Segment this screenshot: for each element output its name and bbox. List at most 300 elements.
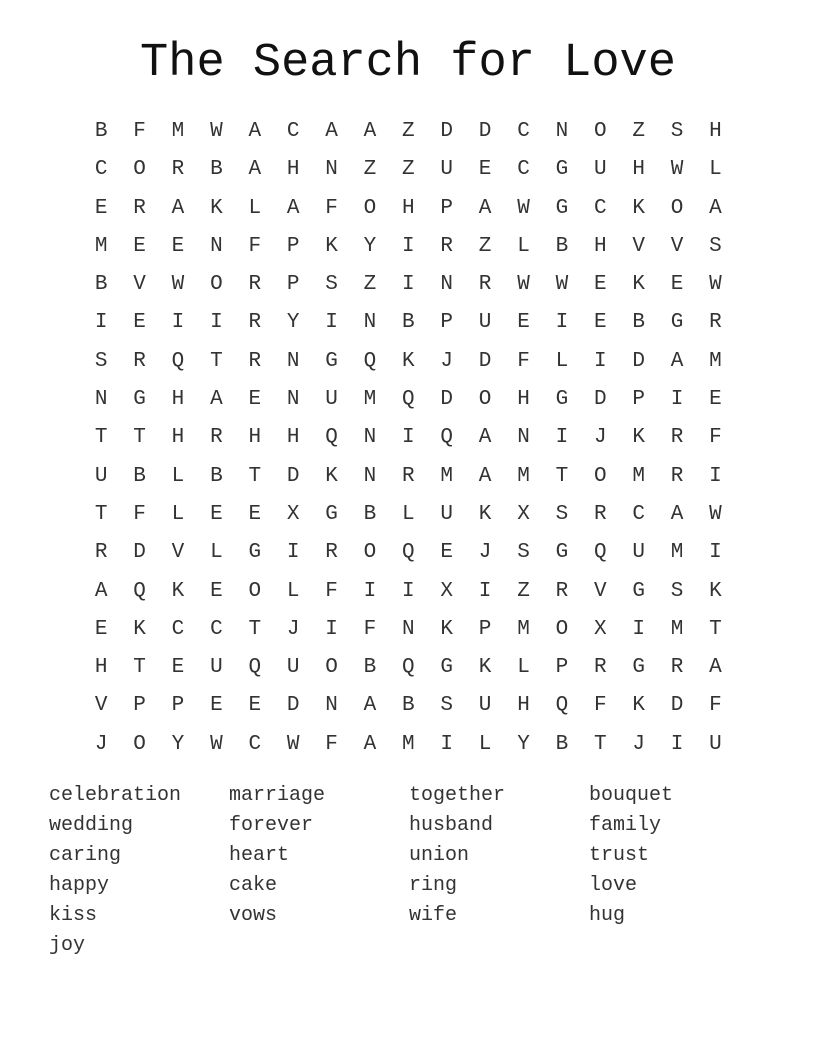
- grid-letter: S: [94, 349, 108, 373]
- grid-letter: Z: [402, 120, 415, 143]
- grid-letter: P: [440, 311, 454, 335]
- word-list-item: caring: [49, 844, 122, 867]
- grid-letter: V: [94, 694, 108, 718]
- grid-letter: N: [210, 234, 223, 258]
- grid-letter: S: [517, 541, 530, 565]
- grid-letter: E: [210, 579, 223, 603]
- grid-letter: E: [709, 388, 722, 412]
- grid-letter: X: [440, 579, 454, 603]
- grid-letter: R: [248, 273, 262, 297]
- grid-letter: C: [286, 120, 300, 143]
- grid-letter: A: [670, 502, 684, 526]
- grid-letter: O: [593, 464, 607, 488]
- grid-letter: E: [210, 694, 223, 718]
- grid-letter: H: [171, 426, 185, 450]
- grid-letter: O: [133, 732, 146, 756]
- grid-letter: C: [171, 617, 185, 641]
- grid-letter: C: [210, 617, 223, 641]
- word-list-item: joy: [49, 934, 86, 957]
- grid-letter: G: [555, 196, 569, 220]
- grid-letter: I: [670, 388, 684, 412]
- grid-letter: E: [593, 273, 607, 297]
- grid-letter: Z: [363, 273, 377, 297]
- grid-letter: N: [402, 617, 415, 641]
- grid-letter: A: [248, 158, 262, 182]
- grid-letter: I: [709, 541, 722, 565]
- grid-letter: Q: [440, 426, 454, 450]
- grid-letter: T: [248, 617, 262, 641]
- grid-letter: N: [363, 464, 377, 488]
- page-title: The Search for Love: [140, 37, 676, 90]
- grid-letter: O: [248, 579, 262, 603]
- grid-letter: Q: [171, 349, 185, 373]
- grid-letter: A: [363, 120, 377, 143]
- grid-letter: J: [593, 426, 607, 450]
- grid-letter: S: [325, 273, 338, 297]
- grid-letter: J: [94, 732, 108, 756]
- grid-letter: P: [440, 196, 454, 220]
- grid-letter: B: [210, 158, 223, 182]
- grid-letter: N: [440, 273, 454, 297]
- grid-letter: O: [210, 273, 223, 297]
- grid-letter: H: [94, 656, 108, 680]
- grid-letter: U: [632, 541, 645, 565]
- grid-letter: I: [210, 311, 223, 335]
- grid-letter: L: [402, 502, 415, 526]
- word-list-item: ring: [409, 874, 458, 897]
- grid-letter: D: [670, 694, 684, 718]
- grid-letter: I: [555, 311, 569, 335]
- grid-letter: W: [210, 120, 223, 143]
- grid-letter: K: [632, 426, 645, 450]
- grid-letter: W: [286, 732, 300, 756]
- grid-letter: E: [670, 273, 684, 297]
- word-list-item: trust: [589, 844, 650, 867]
- grid-letter: F: [709, 426, 722, 450]
- grid-letter: J: [478, 541, 492, 565]
- grid-letter: F: [133, 120, 146, 143]
- grid-letter: F: [133, 502, 146, 526]
- grid-letter: E: [210, 502, 223, 526]
- grid-letter: M: [517, 617, 530, 641]
- grid-letter: L: [210, 541, 223, 565]
- grid-letter: T: [709, 617, 722, 641]
- grid-letter: Q: [555, 694, 569, 718]
- grid-letter: K: [171, 579, 185, 603]
- grid-letter: P: [632, 388, 645, 412]
- grid-letter: N: [517, 426, 530, 450]
- grid-letter: G: [555, 158, 569, 182]
- grid-letter: T: [94, 426, 108, 450]
- grid-letter: R: [593, 502, 607, 526]
- grid-letter: F: [325, 196, 338, 220]
- grid-letter: M: [670, 541, 684, 565]
- grid-letter: M: [517, 464, 530, 488]
- grid-letter: K: [325, 234, 338, 258]
- grid-letter: K: [632, 196, 645, 220]
- grid-letter: E: [440, 541, 454, 565]
- word-list-item: wife: [409, 904, 458, 927]
- grid-letter: Q: [248, 656, 262, 680]
- grid-letter: G: [632, 656, 645, 680]
- grid-letter: V: [632, 234, 645, 258]
- grid-letter: P: [133, 694, 146, 718]
- grid-letter: F: [248, 234, 262, 258]
- grid-letter: D: [286, 464, 300, 488]
- word-list-item: union: [409, 844, 470, 867]
- grid-letter: A: [478, 426, 492, 450]
- grid-letter: H: [402, 196, 415, 220]
- grid-letter: P: [171, 694, 185, 718]
- grid-letter: A: [363, 694, 377, 718]
- grid-letter: U: [440, 158, 454, 182]
- grid-letter: C: [248, 732, 262, 756]
- grid-letter: R: [440, 234, 454, 258]
- grid-letter: Q: [402, 388, 415, 412]
- word-list-item: husband: [409, 814, 494, 837]
- grid-letter: Y: [517, 732, 530, 756]
- grid-letter: W: [709, 502, 722, 526]
- grid-letter: Q: [325, 426, 338, 450]
- grid-letter: M: [632, 464, 645, 488]
- grid-letter: B: [363, 656, 377, 680]
- grid-letter: C: [593, 196, 607, 220]
- word-list-item: love: [589, 874, 638, 897]
- grid-letter: U: [325, 388, 338, 412]
- grid-letter: U: [709, 732, 722, 756]
- grid-letter: P: [555, 656, 569, 680]
- grid-letter: I: [325, 311, 338, 335]
- grid-letter: U: [478, 311, 492, 335]
- grid-letter: C: [517, 158, 530, 182]
- grid-letter: K: [440, 617, 454, 641]
- grid-letter: I: [402, 273, 415, 297]
- grid-letter: K: [325, 464, 338, 488]
- grid-letter: A: [478, 196, 492, 220]
- grid-letter: A: [670, 349, 684, 373]
- grid-letter: D: [478, 349, 492, 373]
- grid-letter: B: [363, 502, 377, 526]
- grid-letter: R: [133, 196, 146, 220]
- word-list-item: together: [409, 784, 506, 807]
- word-list-item: bouquet: [589, 784, 674, 807]
- grid-letter: R: [171, 158, 185, 182]
- grid-letter: B: [402, 311, 415, 335]
- grid-letter: W: [171, 273, 185, 297]
- grid-letter: V: [670, 234, 684, 258]
- grid-letter: A: [94, 579, 108, 603]
- grid-letter: R: [670, 464, 684, 488]
- grid-letter: W: [517, 196, 530, 220]
- grid-letter: Z: [402, 158, 415, 182]
- grid-letter: E: [94, 196, 108, 220]
- grid-letter: A: [325, 120, 338, 143]
- grid-letter: G: [325, 349, 338, 373]
- grid-letter: F: [517, 349, 530, 373]
- grid-letter: F: [593, 694, 607, 718]
- grid-letter: V: [171, 541, 185, 565]
- grid-letter: A: [171, 196, 185, 220]
- grid-letter: Z: [517, 579, 530, 603]
- grid-letter: E: [248, 502, 262, 526]
- grid-letter: E: [478, 158, 492, 182]
- grid-letter: H: [171, 388, 185, 412]
- word-list-item: kiss: [49, 904, 98, 927]
- grid-letter: D: [440, 388, 454, 412]
- grid-letter: M: [440, 464, 454, 488]
- grid-letter: N: [286, 349, 300, 373]
- grid-letter: B: [632, 311, 645, 335]
- grid-letter: L: [555, 349, 569, 373]
- grid-letter: F: [325, 579, 338, 603]
- grid-letter: M: [363, 388, 377, 412]
- grid-letter: A: [286, 196, 300, 220]
- grid-letter: R: [402, 464, 415, 488]
- grid-letter: M: [670, 617, 684, 641]
- grid-letter: Y: [171, 732, 185, 756]
- grid-letter: O: [325, 656, 338, 680]
- grid-letter: I: [632, 617, 645, 641]
- grid-letter: A: [363, 732, 377, 756]
- grid-letter: L: [286, 579, 300, 603]
- grid-letter: T: [133, 656, 146, 680]
- grid-letter: I: [593, 349, 607, 373]
- grid-letter: B: [94, 120, 108, 143]
- grid-letter: H: [286, 426, 300, 450]
- grid-letter: E: [133, 311, 146, 335]
- grid-letter: L: [248, 196, 262, 220]
- word-list: [49, 782, 769, 962]
- grid-letter: H: [517, 694, 530, 718]
- grid-letter: T: [555, 464, 569, 488]
- grid-letter: E: [171, 656, 185, 680]
- grid-letter: K: [478, 656, 492, 680]
- grid-letter: L: [478, 732, 492, 756]
- grid-letter: J: [440, 349, 454, 373]
- grid-letter: M: [402, 732, 415, 756]
- grid-letter: I: [555, 426, 569, 450]
- grid-letter: G: [248, 541, 262, 565]
- grid-letter: N: [94, 388, 108, 412]
- grid-letter: R: [94, 541, 108, 565]
- grid-letter: J: [632, 732, 645, 756]
- grid-letter: G: [440, 656, 454, 680]
- grid-letter: B: [402, 694, 415, 718]
- grid-letter: U: [478, 694, 492, 718]
- grid-letter: O: [363, 196, 377, 220]
- grid-letter: W: [555, 273, 569, 297]
- grid-letter: P: [286, 234, 300, 258]
- grid-letter: W: [517, 273, 530, 297]
- grid-letter: I: [402, 579, 415, 603]
- grid-letter: N: [363, 311, 377, 335]
- grid-letter: F: [363, 617, 377, 641]
- grid-letter: B: [133, 464, 146, 488]
- grid-letter: A: [210, 388, 223, 412]
- grid-letter: A: [709, 656, 722, 680]
- grid-letter: I: [325, 617, 338, 641]
- grid-letter: K: [478, 502, 492, 526]
- word-list-item: celebration: [49, 784, 182, 807]
- grid-letter: H: [632, 158, 645, 182]
- grid-letter: M: [171, 120, 185, 143]
- grid-letter: E: [248, 694, 262, 718]
- grid-letter: N: [363, 426, 377, 450]
- grid-letter: E: [593, 311, 607, 335]
- grid-letter: Q: [593, 541, 607, 565]
- grid-letter: G: [555, 388, 569, 412]
- grid-letter: I: [402, 234, 415, 258]
- grid-letter: G: [555, 541, 569, 565]
- grid-letter: K: [402, 349, 415, 373]
- grid-letter: D: [286, 694, 300, 718]
- grid-letter: Y: [286, 311, 300, 335]
- grid-letter: A: [478, 464, 492, 488]
- word-list-item: cake: [229, 874, 278, 897]
- grid-letter: B: [555, 732, 569, 756]
- grid-letter: K: [210, 196, 223, 220]
- grid-letter: O: [670, 196, 684, 220]
- grid-letter: N: [286, 388, 300, 412]
- grid-letter: C: [632, 502, 645, 526]
- grid-letter: G: [133, 388, 146, 412]
- grid-letter: R: [248, 349, 262, 373]
- grid-letter: K: [632, 694, 645, 718]
- grid-letter: O: [555, 617, 569, 641]
- grid-letter: U: [593, 158, 607, 182]
- grid-letter: D: [133, 541, 146, 565]
- grid-letter: O: [363, 541, 377, 565]
- grid-letter: R: [670, 656, 684, 680]
- grid-letter: Z: [478, 234, 492, 258]
- grid-letter: L: [517, 656, 530, 680]
- grid-letter: V: [133, 273, 146, 297]
- grid-letter: F: [325, 732, 338, 756]
- grid-letter: X: [286, 502, 300, 526]
- grid-letter: I: [402, 426, 415, 450]
- grid-letter: N: [325, 694, 338, 718]
- grid-letter: B: [555, 234, 569, 258]
- grid-letter: R: [133, 349, 146, 373]
- grid-letter: T: [593, 732, 607, 756]
- grid-letter: Y: [363, 234, 377, 258]
- word-list-item: forever: [229, 814, 314, 837]
- grid-letter: A: [248, 120, 262, 143]
- grid-letter: G: [670, 311, 684, 335]
- grid-letter: D: [632, 349, 645, 373]
- grid-letter: R: [709, 311, 722, 335]
- grid-letter: T: [133, 426, 146, 450]
- grid-letter: U: [94, 464, 108, 488]
- grid-letter: L: [171, 502, 185, 526]
- grid-letter: S: [670, 579, 684, 603]
- grid-letter: S: [709, 234, 722, 258]
- grid-letter: Q: [402, 541, 415, 565]
- grid-letter: N: [325, 158, 338, 182]
- word-list-item: family: [589, 814, 662, 837]
- grid-letter: U: [440, 502, 454, 526]
- grid-letter: M: [709, 349, 722, 373]
- grid-letter: R: [593, 656, 607, 680]
- grid-letter: P: [286, 273, 300, 297]
- grid-letter: K: [709, 579, 722, 603]
- grid-letter: B: [210, 464, 223, 488]
- grid-letter: E: [94, 617, 108, 641]
- grid-letter: U: [286, 656, 300, 680]
- grid-letter: S: [440, 694, 454, 718]
- grid-letter: I: [363, 579, 377, 603]
- grid-letter: L: [171, 464, 185, 488]
- grid-letter: X: [593, 617, 607, 641]
- grid-letter: N: [555, 120, 569, 143]
- grid-letter: P: [478, 617, 492, 641]
- grid-letter: O: [133, 158, 146, 182]
- grid-letter: S: [555, 502, 569, 526]
- grid-letter: I: [171, 311, 185, 335]
- grid-letter: O: [478, 388, 492, 412]
- grid-letter: D: [593, 388, 607, 412]
- grid-letter: E: [171, 234, 185, 258]
- grid-letter: R: [555, 579, 569, 603]
- grid-letter: R: [478, 273, 492, 297]
- grid-letter: M: [94, 234, 108, 258]
- grid-letter: X: [517, 502, 530, 526]
- grid-letter: O: [593, 120, 607, 143]
- grid-letter: Z: [363, 158, 377, 182]
- grid-letter: S: [670, 120, 684, 143]
- grid-letter: C: [94, 158, 108, 182]
- letter-grid: [82, 113, 735, 764]
- grid-letter: K: [133, 617, 146, 641]
- grid-letter: H: [593, 234, 607, 258]
- grid-letter: H: [709, 120, 722, 143]
- grid-letter: R: [670, 426, 684, 450]
- grid-letter: F: [709, 694, 722, 718]
- grid-letter: T: [248, 464, 262, 488]
- grid-letter: Z: [632, 120, 645, 143]
- grid-letter: H: [248, 426, 262, 450]
- grid-letter: L: [709, 158, 722, 182]
- grid-letter: I: [286, 541, 300, 565]
- grid-letter: H: [286, 158, 300, 182]
- grid-letter: C: [517, 120, 530, 143]
- grid-letter: W: [709, 273, 722, 297]
- grid-letter: I: [440, 732, 454, 756]
- word-list-item: heart: [229, 844, 290, 867]
- grid-letter: H: [517, 388, 530, 412]
- grid-letter: L: [517, 234, 530, 258]
- grid-letter: I: [94, 311, 108, 335]
- grid-letter: I: [478, 579, 492, 603]
- grid-letter: Q: [402, 656, 415, 680]
- grid-letter: T: [94, 502, 108, 526]
- grid-letter: W: [210, 732, 223, 756]
- grid-letter: U: [210, 656, 223, 680]
- grid-letter: R: [325, 541, 338, 565]
- grid-letter: K: [632, 273, 645, 297]
- word-list-item: wedding: [49, 814, 134, 837]
- grid-letter: A: [709, 196, 722, 220]
- grid-letter: G: [632, 579, 645, 603]
- grid-letter: Q: [363, 349, 377, 373]
- grid-letter: Q: [133, 579, 146, 603]
- grid-letter: B: [94, 273, 108, 297]
- word-list-item: hug: [589, 904, 626, 927]
- grid-letter: I: [670, 732, 684, 756]
- word-list-item: marriage: [229, 784, 326, 807]
- grid-letter: W: [670, 158, 684, 182]
- word-list-item: happy: [49, 874, 110, 897]
